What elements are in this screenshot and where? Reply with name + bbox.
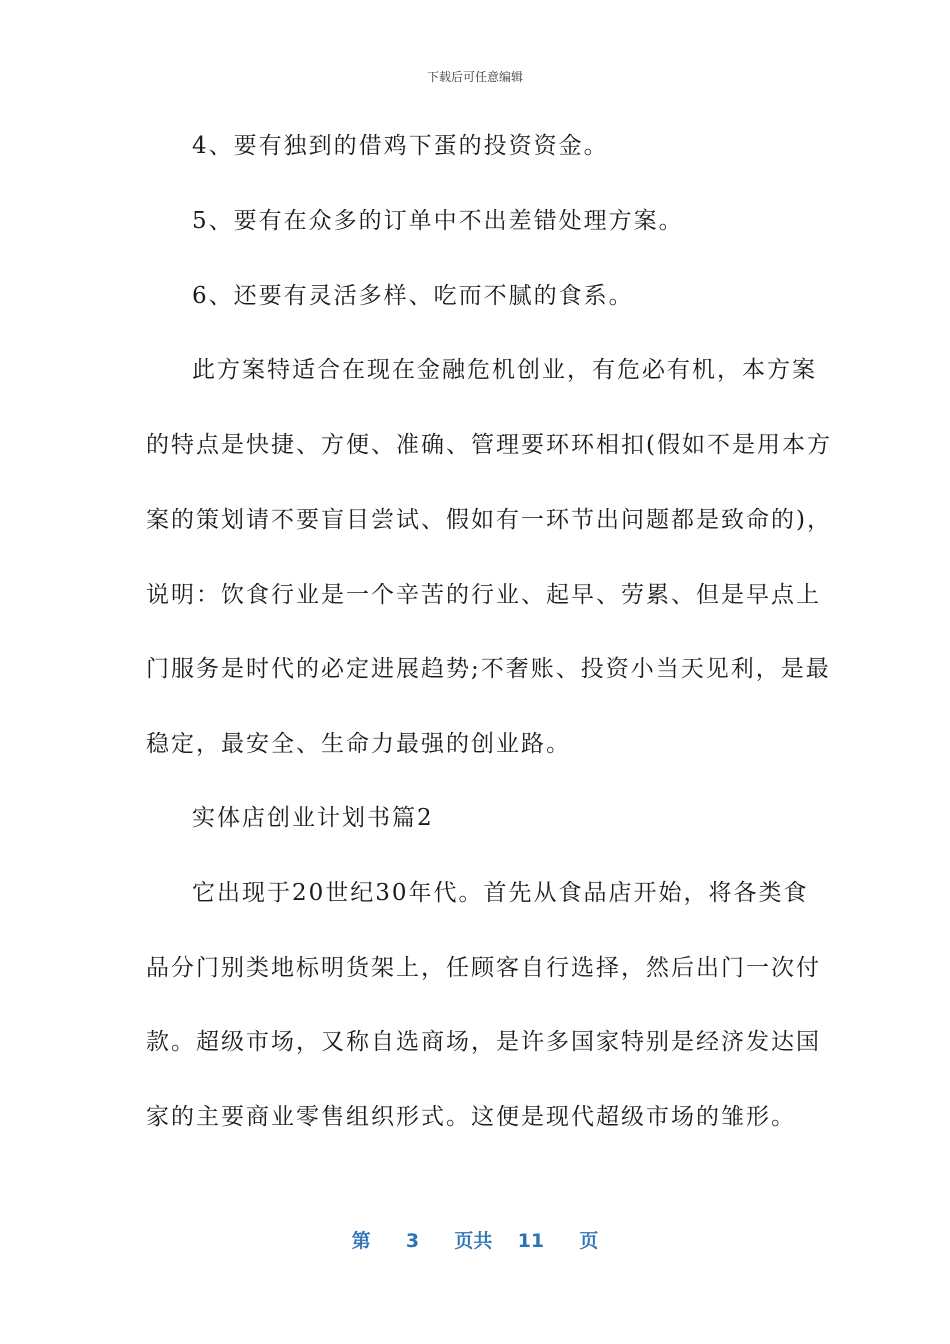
paragraph-line: 品分门别类地标明货架上，任顾客自行选择，然后出门一次付 xyxy=(146,955,821,981)
footer-page-number: 3 xyxy=(405,1230,420,1252)
paragraph-line: 款。超级市场，又称自选商场，是许多国家特别是经济发达国 xyxy=(146,1029,821,1055)
paragraph-line: 家的主要商业零售组织形式。这便是现代超级市场的雏形。 xyxy=(146,1104,796,1130)
paragraph-line: 4、要有独到的借鸡下蛋的投资资金。 xyxy=(192,133,609,159)
page-header: 下载后可任意编辑 xyxy=(426,70,523,84)
section-heading: 实体店创业计划书篇2 xyxy=(192,805,434,831)
paragraph-line: 它出现于20世纪30年代。首先从食品店开始，将各类食 xyxy=(192,880,809,906)
paragraph-line: 门服务是时代的必定进展趋势;不奢账、投资小当天见利，是最 xyxy=(146,656,831,682)
footer-middle: 页共 xyxy=(454,1230,493,1252)
page-footer xyxy=(0,1226,950,1253)
paragraph-line: 5、要有在众多的订单中不出差错处理方案。 xyxy=(192,208,684,234)
paragraph-line: 案的策划请不要盲目尝试、假如有一环节出问题都是致命的)， xyxy=(146,507,832,533)
paragraph-line: 此方案特适合在现在金融危机创业，有危必有机，本方案 xyxy=(192,357,817,383)
footer-prefix: 第 xyxy=(351,1230,371,1252)
paragraph-line: 的特点是快捷、方便、准确、管理要环环相扣(假如不是用本方 xyxy=(146,432,832,458)
paragraph-line: 6、还要有灵活多样、吃而不腻的食系。 xyxy=(192,283,634,309)
paragraph-line: 稳定，最安全、生命力最强的创业路。 xyxy=(146,731,571,757)
paragraph-line: 说明：饮食行业是一个辛苦的行业、起早、劳累、但是早点上 xyxy=(146,582,821,608)
footer-total-pages: 11 xyxy=(517,1230,545,1252)
footer-suffix: 页 xyxy=(579,1230,599,1252)
